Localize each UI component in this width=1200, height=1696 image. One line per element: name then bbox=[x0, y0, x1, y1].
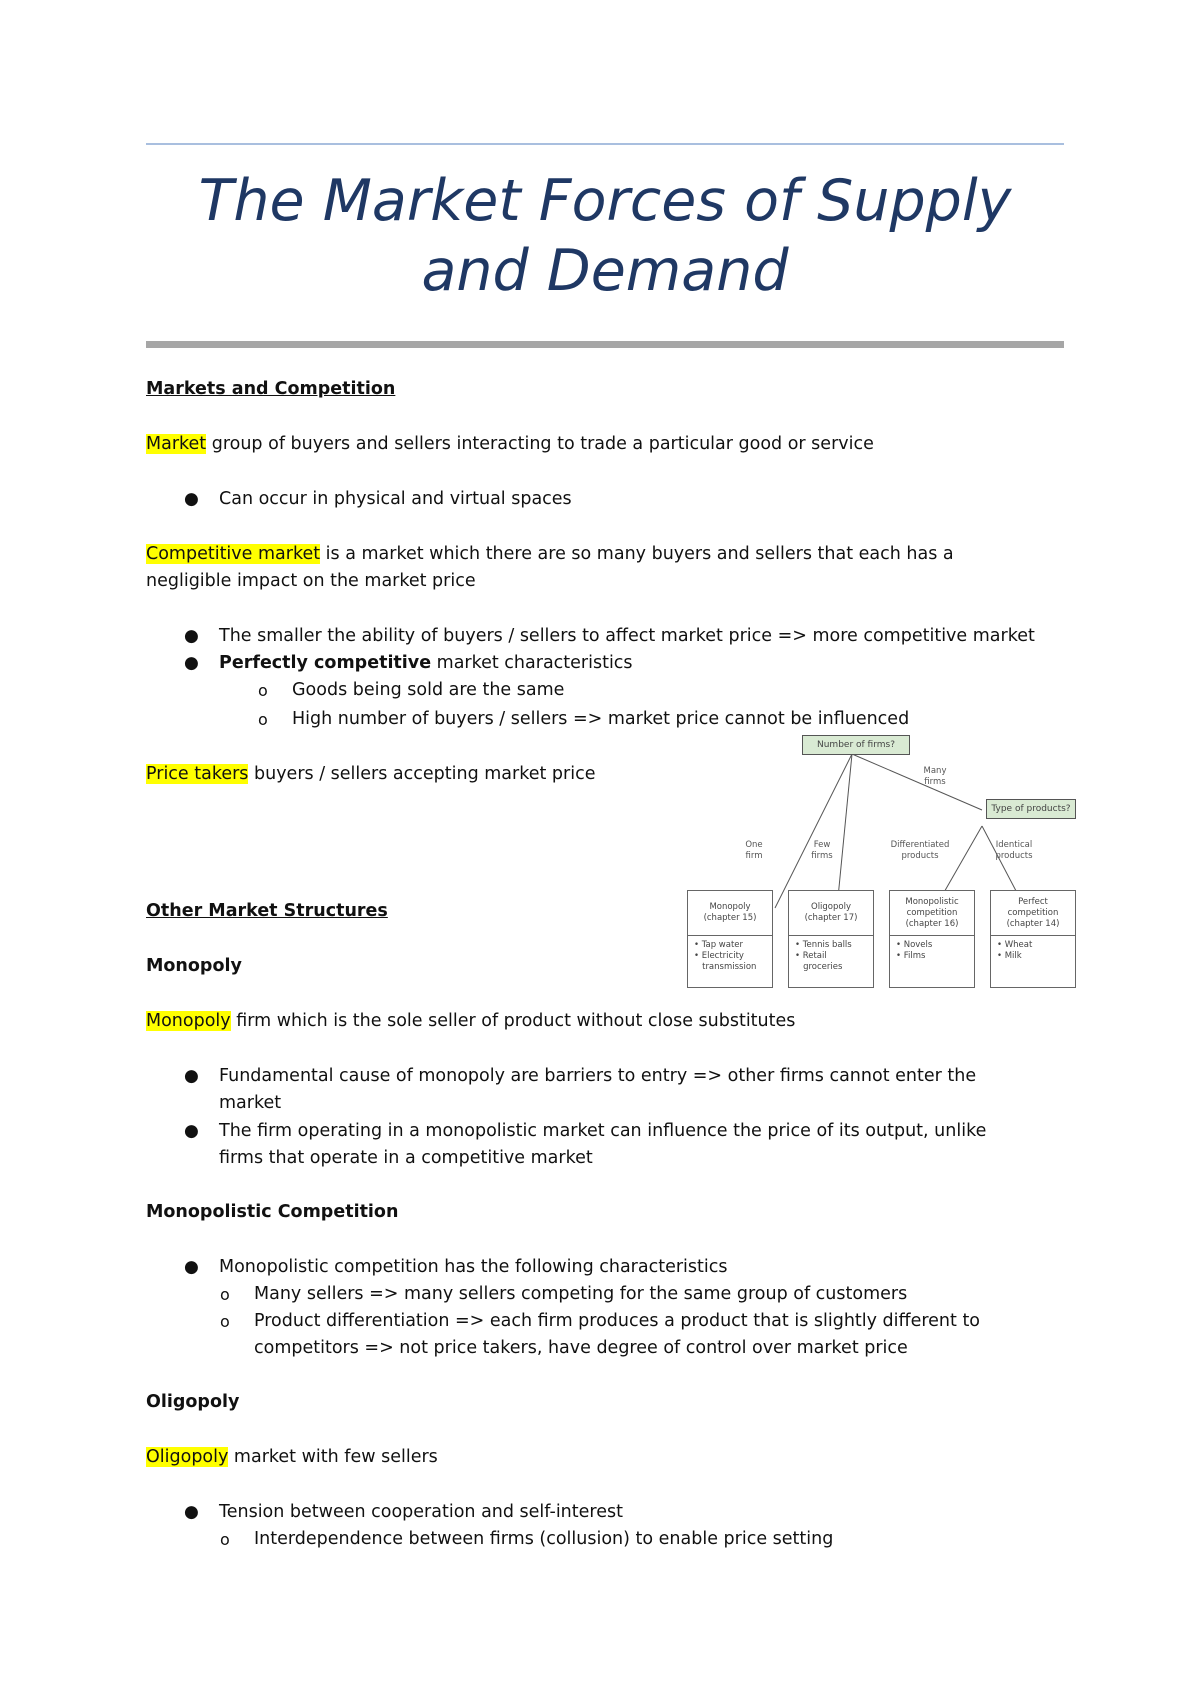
card-monopolistic-title-1: Monopolistic bbox=[905, 896, 959, 907]
perfectly-competitive-bold: Perfectly competitive bbox=[219, 653, 432, 673]
diagram-type-of-products: Type of products? bbox=[986, 799, 1076, 819]
bullet-dot: ● bbox=[184, 1121, 199, 1141]
diagram-label-many-firms bbox=[915, 766, 955, 788]
heading-markets-competition: Markets and Competition bbox=[146, 379, 396, 399]
price-takers-definition bbox=[146, 761, 666, 788]
term-price-takers: Price takers bbox=[146, 764, 249, 784]
card-monopolistic-item: • Novels bbox=[896, 940, 933, 950]
market-bullet-1: Can occur in physical and virtual spaces bbox=[219, 489, 572, 509]
card-perfect-item: • Wheat bbox=[997, 940, 1033, 950]
monopolistic-bullet-1: Monopolistic competition has the following characteristics bbox=[219, 1257, 728, 1277]
diagram-one-line-2: firm bbox=[745, 851, 763, 861]
title-line-1: The Market Forces of Supply bbox=[198, 168, 1012, 234]
card-oligopoly-item: • Tennis balls bbox=[795, 940, 852, 950]
diagram-diff-line-1: Differentiated bbox=[890, 840, 950, 850]
competitive-sub-bullet-2: High number of buyers / sellers => market price cannot be influenced bbox=[292, 709, 910, 729]
bullet-dot: ● bbox=[184, 626, 199, 646]
market-structure-diagram bbox=[680, 728, 1080, 993]
market-definition bbox=[146, 431, 1076, 458]
oligopoly-sub-bullet-1: Interdependence between firms (collusion) to enable price setting bbox=[254, 1529, 834, 1549]
heading-monopoly: Monopoly bbox=[146, 956, 242, 976]
monopoly-bullet-1-line-2: market bbox=[219, 1093, 282, 1113]
card-monopolistic-title-3: (chapter 16) bbox=[905, 918, 959, 929]
bullet-dot: ● bbox=[184, 653, 199, 673]
term-competitive-market: Competitive market bbox=[146, 544, 321, 564]
card-monopolistic-title-2: competition bbox=[906, 907, 958, 918]
sub-bullet-marker: o bbox=[220, 1285, 230, 1304]
competitive-bullet-2-rest: market characteristics bbox=[431, 653, 633, 673]
diagram-ident-line-1: Identical bbox=[995, 840, 1033, 850]
card-perfect-title-3: (chapter 14) bbox=[1006, 918, 1060, 929]
sub-bullet-marker: o bbox=[258, 681, 268, 700]
diagram-root-number-of-firms: Number of firms? bbox=[802, 735, 910, 755]
competitive-sub-bullet-1: Goods being sold are the same bbox=[292, 680, 565, 700]
price-takers-definition-text: buyers / sellers accepting market price bbox=[248, 764, 596, 784]
competitive-bullet-2 bbox=[219, 650, 1059, 677]
title-bottom-rule bbox=[146, 341, 1064, 348]
diagram-label-one-firm bbox=[734, 840, 774, 862]
card-oligopoly-title-1: Oligopoly bbox=[811, 902, 851, 912]
term-monopoly: Monopoly bbox=[146, 1011, 231, 1031]
card-perfect-item: • Milk bbox=[997, 951, 1022, 961]
oligopoly-bullet-1: Tension between cooperation and self-interest bbox=[219, 1502, 623, 1522]
card-monopoly-item: • Electricity bbox=[694, 951, 744, 961]
diagram-card-monopoly bbox=[687, 890, 773, 988]
card-monopoly-title-1: Monopoly bbox=[709, 902, 751, 912]
card-oligopoly-item: groceries bbox=[795, 962, 843, 972]
card-perfect-title-1: Perfect bbox=[1018, 896, 1048, 907]
diagram-few-line-2: firms bbox=[811, 851, 833, 861]
heading-oligopoly: Oligopoly bbox=[146, 1392, 240, 1412]
monopoly-definition-text: firm which is the sole seller of product without close substitutes bbox=[230, 1011, 796, 1031]
competitive-definition-text-2: negligible impact on the market price bbox=[146, 571, 476, 591]
oligopoly-definition bbox=[146, 1444, 1076, 1471]
term-market: Market bbox=[146, 434, 207, 454]
diagram-label-differentiated bbox=[884, 840, 956, 862]
monopolistic-sub-bullet-2-line-1: Product differentiation => each firm produces a product that is slightly different to bbox=[254, 1311, 981, 1331]
diagram-card-monopolistic bbox=[889, 890, 975, 988]
monopolistic-sub-bullet-1: Many sellers => many sellers competing for the same group of customers bbox=[254, 1284, 908, 1304]
card-oligopoly-title-2: (chapter 17) bbox=[804, 913, 858, 923]
bullet-dot: ● bbox=[184, 1502, 199, 1522]
oligopoly-definition-text: market with few sellers bbox=[228, 1447, 438, 1467]
bullet-dot: ● bbox=[184, 1257, 199, 1277]
market-definition-text: group of buyers and sellers interacting to trade a particular good or service bbox=[206, 434, 874, 454]
diagram-label-identical bbox=[986, 840, 1042, 862]
competitive-definition-text-1: is a market which there are so many buyers and sellers that each has a bbox=[320, 544, 954, 564]
title-top-rule bbox=[146, 143, 1064, 145]
diagram-card-perfect bbox=[990, 890, 1076, 988]
monopoly-bullet-1 bbox=[219, 1063, 1059, 1117]
diagram-ident-line-2: products bbox=[995, 851, 1033, 861]
card-monopoly-title-2: (chapter 15) bbox=[703, 913, 757, 923]
diagram-many-line-1: Many bbox=[923, 766, 947, 776]
diagram-few-line-1: Few bbox=[813, 840, 831, 850]
monopoly-bullet-1-line-1: Fundamental cause of monopoly are barriers to entry => other firms cannot enter the bbox=[219, 1066, 977, 1086]
monopoly-definition bbox=[146, 1008, 1076, 1035]
diagram-one-line-1: One bbox=[745, 840, 763, 850]
monopoly-bullet-2 bbox=[219, 1118, 1059, 1172]
card-monopolistic-item: • Films bbox=[896, 951, 926, 961]
monopolistic-sub-bullet-2 bbox=[254, 1308, 1054, 1362]
sub-bullet-marker: o bbox=[220, 1530, 230, 1549]
term-oligopoly: Oligopoly bbox=[146, 1447, 229, 1467]
competitive-bullet-1: The smaller the ability of buyers / sellers to affect market price => more competitive market bbox=[219, 626, 1035, 646]
title-line-2: and Demand bbox=[421, 238, 789, 304]
heading-monopolistic-competition: Monopolistic Competition bbox=[146, 1202, 399, 1222]
sub-bullet-marker: o bbox=[258, 710, 268, 729]
card-monopoly-item: transmission bbox=[694, 962, 757, 972]
bullet-dot: ● bbox=[184, 489, 199, 509]
competitive-market-definition bbox=[146, 541, 1076, 595]
sub-bullet-marker: o bbox=[220, 1312, 230, 1331]
diagram-many-line-2: firms bbox=[924, 777, 946, 787]
monopoly-bullet-2-line-2: firms that operate in a competitive market bbox=[219, 1148, 593, 1168]
card-oligopoly-item: • Retail bbox=[795, 951, 827, 961]
document-title bbox=[146, 166, 1064, 306]
diagram-card-oligopoly bbox=[788, 890, 874, 988]
card-monopoly-item: • Tap water bbox=[694, 940, 744, 950]
bullet-dot: ● bbox=[184, 1066, 199, 1086]
diagram-label-few-firms bbox=[802, 840, 842, 862]
diagram-diff-line-2: products bbox=[901, 851, 939, 861]
card-perfect-title-2: competition bbox=[1007, 907, 1059, 918]
monopolistic-sub-bullet-2-line-2: competitors => not price takers, have degree of control over market price bbox=[254, 1338, 908, 1358]
monopoly-bullet-2-line-1: The firm operating in a monopolistic market can influence the price of its output, unlike bbox=[219, 1121, 987, 1141]
heading-other-market-structures: Other Market Structures bbox=[146, 901, 388, 921]
